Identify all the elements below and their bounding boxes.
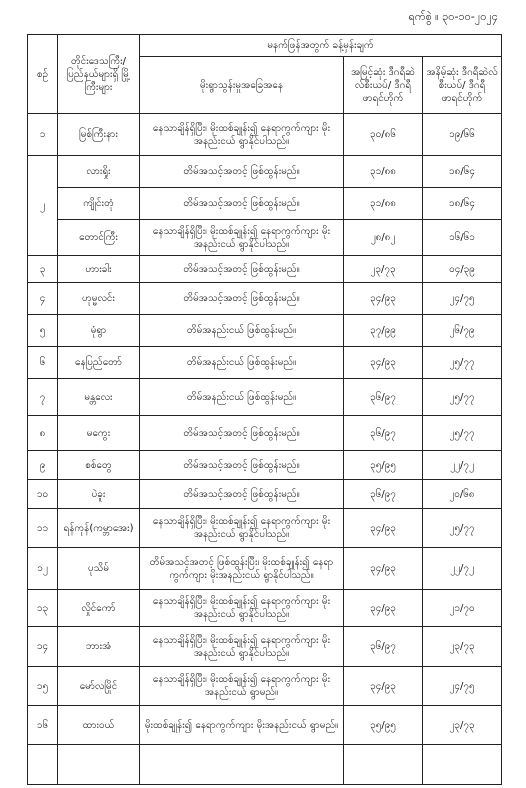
table-row [28, 509, 502, 548]
row-max-temp [344, 745, 423, 785]
row-condition: တိမ်အနည်းငယ် ဖြစ်ထွန်းမည်။ [140, 379, 344, 416]
row-min-temp: ၀၄/၃၉ [423, 256, 502, 283]
row-condition: နေသာချိန်ရှိပြီး၊ မိုးထစ်ချုန်း၍ နေရာကွက်ကျား မိုးအနည်းငယ် ရွာမည်။ [140, 667, 344, 706]
row-city: မန္တလေး [58, 379, 140, 416]
weather-forecast-table [27, 34, 502, 785]
row-condition: တိမ်အသင့်အတင့် ဖြစ်ထွန်းမည်။ [140, 188, 344, 220]
row-no: ၅ [28, 315, 58, 347]
table-row [28, 590, 502, 627]
row-min-temp: ၂၅/၇၇ [423, 416, 502, 451]
row-condition: မိုးထစ်ချုန်း၍ နေရာကွက်ကျား မိုးအနည်းငယ် ရွာမည်။ [140, 706, 344, 745]
row-no: ၂ [28, 156, 58, 256]
header-region: တိုင်းဒေသကြီး/ ပြည်နယ်များရှိ မြို့ကြီးများ [58, 35, 140, 114]
row-no: ၃ [28, 256, 58, 283]
row-min-temp: ၁၈/၆၄ [423, 156, 502, 188]
row-max-temp: ၃၄/၉၃ [344, 509, 423, 548]
row-min-temp: ၂၄/၇၅ [423, 283, 502, 315]
table-row [28, 416, 502, 451]
row-city: နေပြည်တော် [58, 347, 140, 379]
row-condition: နေသာချိန်ရှိပြီး၊ မိုးထစ်ချုန်း၍ နေရာကွက်ကျား မိုးအနည်းငယ် ရွာနိုင်ပါသည်။ [140, 220, 344, 256]
row-no: ၁၀ [28, 480, 58, 509]
row-city: လှိုင်ကော် [58, 590, 140, 627]
row-max-temp: ၃၁/၈၈ [344, 188, 423, 220]
row-max-temp: ၃၆/၉၇ [344, 379, 423, 416]
row-min-temp: ၂၄/၇၅ [423, 667, 502, 706]
row-condition: တိမ်အနည်းငယ် ဖြစ်ထွန်းမည်။ [140, 315, 344, 347]
row-max-temp: ၃၄/၉၃ [344, 347, 423, 379]
header-no: စဉ် [28, 35, 58, 114]
row-min-temp: ၂၆/၇၉ [423, 315, 502, 347]
row-min-temp: ၂၂/၇၂ [423, 548, 502, 590]
table-row [28, 114, 502, 156]
row-city [58, 745, 140, 785]
row-max-temp: ၃၀/၈၆ [344, 114, 423, 156]
row-city: စစ်တွေ [58, 451, 140, 480]
row-min-temp: ၂၂/၇၂ [423, 451, 502, 480]
row-city: တောင်ကြီး [58, 220, 140, 256]
row-condition: နေသာချိန်ရှိပြီး၊ မိုးထစ်ချုန်း၍ နေရာကွက်ကျား မိုးအနည်းငယ် ရွာနိုင်ပါသည်။ [140, 627, 344, 667]
row-condition: တိမ်အသင့်အတင့် ဖြစ်ထွန်းမည်။ [140, 283, 344, 315]
row-condition: တိမ်အသင့်အတင့် ဖြစ်ထွန်းမည်။ [140, 451, 344, 480]
row-city: ပဲခူး [58, 480, 140, 509]
row-min-temp: ၂၀/၆၈ [423, 480, 502, 509]
row-no: ၁၄ [28, 627, 58, 667]
row-min-temp: ၂၃/၇၃ [423, 706, 502, 745]
table-row [28, 627, 502, 667]
row-condition: တိမ်အသင့်အတင့် ဖြစ်ထွန်းမည်။ [140, 256, 344, 283]
table-row [28, 548, 502, 590]
row-no: ၁၁ [28, 509, 58, 548]
row-condition: တိမ်အသင့်အတင့် ဖြစ်ထွန်းမည်။ [140, 156, 344, 188]
row-condition: တိမ်အသင့်အတင့် ဖြစ်ထွန်းမည်။ [140, 416, 344, 451]
table-row [28, 256, 502, 283]
row-max-temp: ၃၆/၉၇ [344, 416, 423, 451]
row-condition: နေသာချိန်ရှိပြီး၊ မိုးထစ်ချုန်း၍ နေရာကွက်ကျား မိုးအနည်းငယ် ရွာနိုင်ပါသည်။ [140, 509, 344, 548]
row-min-temp: ၁၈/၆၄ [423, 188, 502, 220]
row-city: ပုသိမ် [58, 548, 140, 590]
row-max-temp: ၃၄/၉၃ [344, 283, 423, 315]
row-condition [140, 745, 344, 785]
row-city: မြစ်ကြီးနား [58, 114, 140, 156]
document-date: ရက်စွဲ ။ ၃၀-၁၀-၂၀၂၄ [408, 10, 498, 23]
row-city: မုံရွာ [58, 315, 140, 347]
row-max-temp: ၃၆/၉၇ [344, 627, 423, 667]
row-max-temp: ၃၅/၉၅ [344, 451, 423, 480]
row-max-temp: ၃၅/၉၅ [344, 706, 423, 745]
row-city: မကွေး [58, 416, 140, 451]
header-max-temp: အမြင့်ဆုံး ဒီဂရီဆဲလ်စီးယပ်/ ဒီဂရီဖာရင်ဟိုက် [344, 57, 423, 114]
row-max-temp: ၃၄/၉၃ [344, 590, 423, 627]
row-min-temp: ၂၃/၇၃ [423, 627, 502, 667]
row-no: ၆ [28, 347, 58, 379]
row-min-temp: ၂၁/၇၀ [423, 590, 502, 627]
table-row [28, 283, 502, 315]
row-min-temp: ၂၅/၇၇ [423, 347, 502, 379]
row-max-temp: ၂၈/၈၂ [344, 220, 423, 256]
row-condition: တိမ်အသင့်အတင့် ဖြစ်ထွန်းမည်။ [140, 480, 344, 509]
header-forecast: မနက်ဖြန်အတွက် ခန့်မှန်းချက် [140, 35, 502, 57]
row-no: ၁ [28, 114, 58, 156]
table-row [28, 379, 502, 416]
row-min-temp [423, 745, 502, 785]
row-min-temp: ၁၆/၆၁ [423, 220, 502, 256]
row-max-temp: ၃၁/၈၈ [344, 156, 423, 188]
row-max-temp: ၂၃/၇၃ [344, 256, 423, 283]
row-min-temp: ၂၅/၇၇ [423, 379, 502, 416]
table-row [28, 156, 502, 188]
table-row [28, 706, 502, 745]
row-city: ရန်ကုန်(ကမ္ဘာအေး) [58, 509, 140, 548]
row-no: ၁၃ [28, 590, 58, 627]
row-condition: နေသာချိန်ရှိပြီး၊ မိုးထစ်ချုန်း၍ နေရာကွက်ကျား မိုးအနည်းငယ် ရွာနိုင်ပါသည်။ [140, 114, 344, 156]
row-city: ဟုမ္မလင်း [58, 283, 140, 315]
table-row [28, 667, 502, 706]
row-max-temp: ၃၄/၉၃ [344, 667, 423, 706]
table-row [28, 220, 502, 256]
row-condition: တိမ်အသင့်အတင့် ဖြစ်ထွန်းပြီး၊ မိုးထစ်ချုန်း၍ နေရာကွက်ကျား မိုးအနည်းငယ် ရွာနိုင်ပါသည်။ [140, 548, 344, 590]
table-row [28, 315, 502, 347]
row-city: ဟားခါး [58, 256, 140, 283]
table-row [28, 480, 502, 509]
table-row [28, 451, 502, 480]
row-city: လားရှိုး [58, 156, 140, 188]
row-city: မော်လမြိုင် [58, 667, 140, 706]
header-condition: မိုးရွာသွန်းမှုအခြေအနေ [140, 57, 344, 114]
row-no: ၁၅ [28, 667, 58, 706]
row-city: ထားဝယ် [58, 706, 140, 745]
row-condition: နေသာချိန်ရှိပြီး၊ မိုးထစ်ချုန်း၍ နေရာကွက်ကျား မိုးအနည်းငယ် ရွာနိုင်ပါသည်။ [140, 590, 344, 627]
row-no: ၄ [28, 283, 58, 315]
row-condition: တိမ်အနည်းငယ် ဖြစ်ထွန်းမည်။ [140, 347, 344, 379]
table-row [28, 188, 502, 220]
row-no [28, 745, 58, 785]
row-no: ၉ [28, 451, 58, 480]
row-no: ၁၂ [28, 548, 58, 590]
row-max-temp: ၃၇/၉၉ [344, 315, 423, 347]
row-no: ၈ [28, 416, 58, 451]
table-row [28, 347, 502, 379]
row-max-temp: ၃၆/၉၇ [344, 480, 423, 509]
header-min-temp: အနိမ့်ဆုံး ဒီဂရီဆဲလ်စီးယပ်/ ဒီဂရီဖာရင်ဟိုက် [423, 57, 502, 114]
table-row [28, 745, 502, 785]
row-min-temp: ၁၉/၆၆ [423, 114, 502, 156]
row-no: ၁၆ [28, 706, 58, 745]
row-max-temp: ၃၄/၉၃ [344, 548, 423, 590]
row-min-temp: ၂၅/၇၇ [423, 509, 502, 548]
row-city: ဘားအံ [58, 627, 140, 667]
row-city: ကျိုင်းတုံ [58, 188, 140, 220]
row-no: ၇ [28, 379, 58, 416]
